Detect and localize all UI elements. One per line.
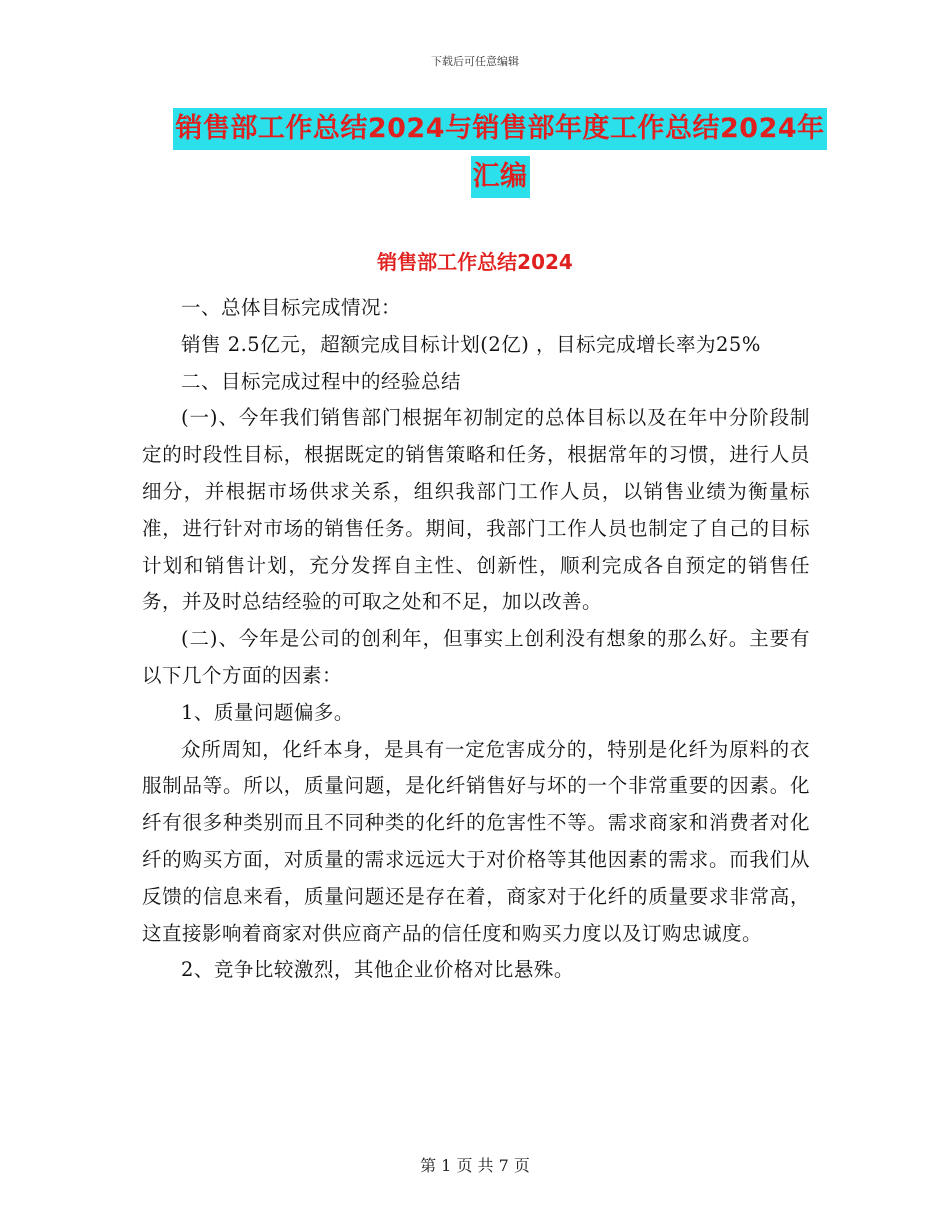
paragraph: 1、质量问题偏多。 xyxy=(181,700,354,724)
paragraph: (一)、今年我们销售部门根据年初制定的总体目标以及在年中分阶段制定的时段性目标，根据既定的销售策略和任务，根据常年的习惯，进行人员细分，并根据市场供求关系，组织我部门工作人员，以销售业绩为衡量标准，进行针对市场的销售任务。期间，我部门工作人员也制定了自己的目标计划和销售计划，充分发挥自主性、创新性，顺利完成各自预定的销售任务，并及时总结经验的可取之处和不足，加以改善。 xyxy=(142,406,810,614)
document-title xyxy=(140,108,860,198)
paragraph: 2、竞争比较激烈，其他企业价格对比悬殊。 xyxy=(181,958,574,982)
paragraph: 二、目标完成过程中的经验总结 xyxy=(181,369,462,393)
page-header: 下载后可任意编辑 xyxy=(431,55,519,68)
document-body xyxy=(142,290,810,989)
paragraph: 众所周知，化纤本身，是具有一定危害成分的，特别是化纤为原料的衣服制品等。所以，质量问题，是化纤销售好与坏的一个非常重要的因素。化纤有很多种类别而且不同种类的化纤的危害性不等。需求商家和消费者对化纤的购买方面，对质量的需求远远大于对价格等其他因素的需求。而我们从反馈的信息来看，质量问题还是存在着，商家对于化纤的质量要求非常高，这直接影响着商家对供应商产品的信任度和购买力度以及订购忠诚度。 xyxy=(142,737,810,945)
title-line-2: 汇编 xyxy=(471,156,530,198)
section-title: 销售部工作总结2024 xyxy=(377,250,573,274)
paragraph: (二)、今年是公司的创利年，但事实上创利没有想象的那么好。主要有以下几个方面的因素： xyxy=(142,627,810,687)
paragraph: 销售 2.5亿元，超额完成目标计划(2亿) ，目标完成增长率为25% xyxy=(181,332,761,356)
title-line-1: 销售部工作总结2024与销售部年度工作总结2024年 xyxy=(173,108,826,150)
paragraph: 一、总体目标完成情况： xyxy=(181,296,402,319)
page-footer: 第 1 页 共 7 页 xyxy=(420,1156,530,1175)
